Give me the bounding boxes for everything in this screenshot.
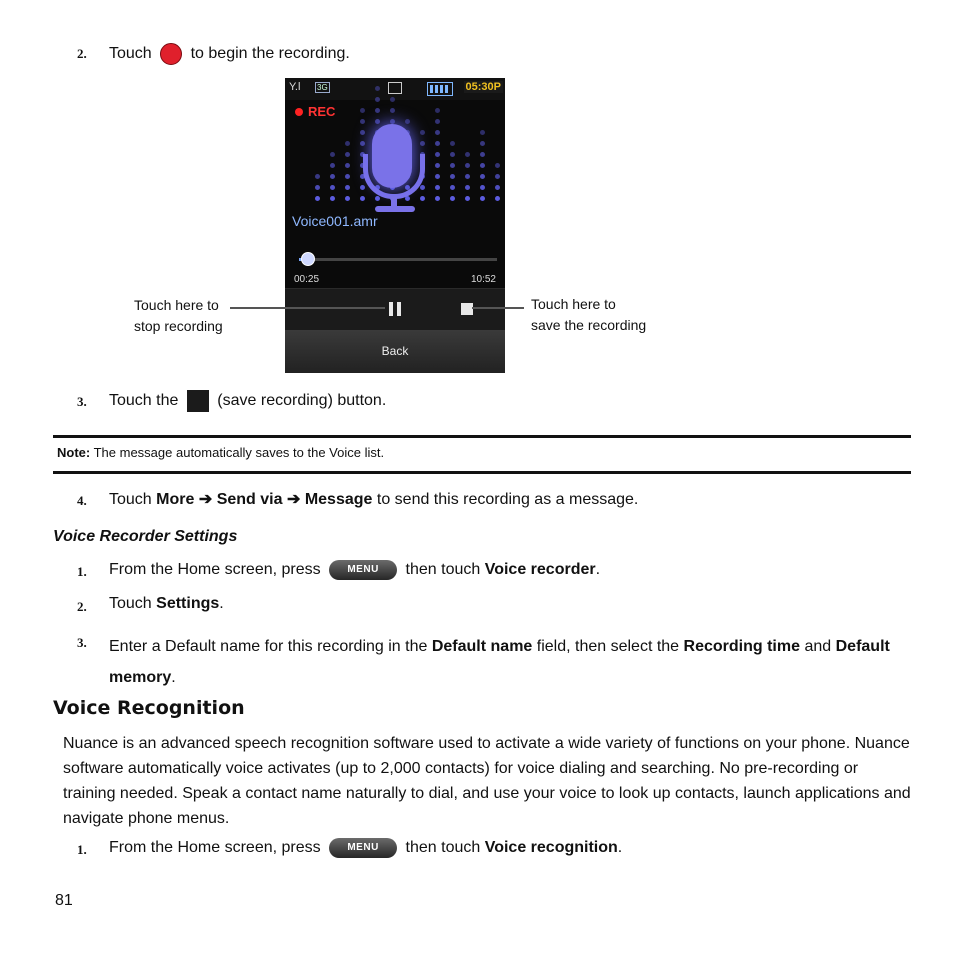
step-3 — [77, 393, 87, 411]
level-dot — [480, 174, 485, 179]
level-dot — [420, 185, 425, 190]
step-4 — [77, 492, 87, 510]
note-rule-top — [53, 435, 911, 438]
progress-knob[interactable] — [301, 252, 315, 266]
step-2-text — [109, 43, 350, 65]
note-label: Note: — [57, 445, 91, 460]
level-dot — [390, 97, 395, 102]
step-text: then touch — [405, 561, 481, 579]
level-dot — [480, 185, 485, 190]
level-dot — [450, 174, 455, 179]
level-dot — [345, 196, 350, 201]
menu-path-item: Send via — [216, 491, 283, 508]
save-stop-button[interactable] — [461, 303, 473, 315]
file-name: Voice001.amr — [292, 213, 378, 229]
save-recording-icon — [187, 390, 209, 412]
level-dot — [405, 119, 410, 124]
level-dot — [345, 163, 350, 168]
callout-leader-left — [230, 307, 385, 309]
level-dot — [330, 152, 335, 157]
note — [57, 445, 384, 460]
back-button[interactable] — [285, 330, 505, 373]
rec-label: REC — [308, 104, 336, 119]
step-text: From the Home screen, press — [109, 839, 321, 857]
level-dot — [495, 174, 500, 179]
level-dot — [435, 130, 440, 135]
recognition-step-1 — [77, 841, 87, 859]
level-dot — [435, 185, 440, 190]
field-name: memory — [109, 669, 172, 686]
step-text: Touch the — [109, 392, 179, 410]
field-name: Default name — [431, 638, 533, 655]
microphone-base — [375, 206, 415, 212]
callout-line: Touch here to — [134, 297, 219, 313]
level-dot — [495, 185, 500, 190]
level-dot — [360, 130, 365, 135]
progress-track[interactable] — [299, 258, 497, 261]
settings-step-2 — [77, 598, 87, 616]
callout-line: stop recording — [134, 318, 223, 334]
step-text: Touch — [109, 45, 152, 63]
step-text: and — [804, 638, 832, 655]
level-dot — [420, 130, 425, 135]
level-dot — [450, 152, 455, 157]
level-dot — [345, 152, 350, 157]
step-text: field, then select the — [536, 638, 680, 655]
settings-step-1-text — [109, 560, 600, 580]
level-dot — [435, 174, 440, 179]
level-dot — [450, 185, 455, 190]
level-dot — [315, 196, 320, 201]
level-dot — [450, 196, 455, 201]
level-dot — [375, 108, 380, 113]
menu-item-name: Voice recorder — [484, 561, 596, 579]
level-dot — [330, 185, 335, 190]
arrow-icon: ➔ — [286, 491, 301, 508]
page-number: 81 — [55, 892, 73, 909]
level-dot — [480, 141, 485, 146]
total-time: 10:52 — [470, 274, 496, 285]
step-4-text — [109, 489, 638, 509]
level-dot — [360, 185, 365, 190]
section-subheading: Voice Recorder Settings — [53, 528, 238, 545]
microphone-head — [372, 124, 412, 188]
level-dot — [435, 196, 440, 201]
level-dot — [420, 141, 425, 146]
level-dot — [330, 163, 335, 168]
level-dot — [435, 108, 440, 113]
recognition-paragraph: Nuance is an advanced speech recognition software used to activate a wide variety of functions on your phone. Nuance software automatically voice activates (up to 2,000 contacts) for voice dialing and searching. No pre-recording or training needed. Speak a contact name naturally to dial, and use your voice to look up contacts, launch applications and navigate phone menus. — [63, 735, 911, 827]
level-dot — [435, 141, 440, 146]
callout-line: save the recording — [531, 317, 647, 333]
level-dot — [450, 163, 455, 168]
level-dot — [360, 119, 365, 124]
field-name: Default — [835, 638, 890, 655]
step-text: From the Home screen, press — [109, 561, 321, 579]
punctuation: . — [595, 561, 601, 579]
menu-path-item: Message — [304, 491, 373, 508]
recognition-step-1-text — [109, 838, 622, 858]
level-dot — [450, 141, 455, 146]
level-dot — [390, 108, 395, 113]
step-text: Touch — [109, 595, 152, 612]
step-text: (save recording) button. — [217, 392, 387, 410]
signal-icon: Y.l — [289, 81, 301, 93]
punctuation: . — [171, 669, 176, 686]
menu-key-icon: MENU — [329, 838, 397, 858]
level-dot — [375, 86, 380, 91]
level-dot — [480, 163, 485, 168]
level-dot — [480, 152, 485, 157]
level-dot — [435, 152, 440, 157]
level-dot — [480, 130, 485, 135]
level-dot — [315, 174, 320, 179]
note-rule-bottom — [53, 471, 911, 474]
level-dot — [345, 174, 350, 179]
level-dot — [465, 185, 470, 190]
elapsed-time: 00:25 — [294, 274, 320, 285]
record-button-icon — [160, 43, 182, 65]
step-number: 2. — [77, 599, 87, 614]
step-text: Enter a Default name for this recording in the — [109, 638, 428, 655]
level-dot — [465, 163, 470, 168]
menu-item-name: Voice recognition — [484, 839, 618, 857]
level-dot — [465, 152, 470, 157]
network-indicator: 3G — [317, 83, 328, 92]
menu-path-item: More — [156, 491, 195, 508]
level-dot — [360, 141, 365, 146]
punctuation: . — [617, 839, 623, 857]
level-dot — [495, 163, 500, 168]
level-dot — [465, 174, 470, 179]
menu-key-icon: MENU — [329, 560, 397, 580]
step-number: 4. — [77, 493, 87, 508]
step-number: 3. — [77, 394, 87, 409]
level-dot — [345, 185, 350, 190]
level-dot — [360, 108, 365, 113]
settings-step-1 — [77, 563, 87, 581]
section-heading: Voice Recognition — [53, 697, 245, 719]
arrow-icon: ➔ — [198, 491, 213, 508]
step-3-text — [109, 390, 386, 412]
punctuation: . — [219, 595, 224, 612]
level-dot — [435, 163, 440, 168]
step-2 — [77, 45, 87, 63]
back-label: Back — [381, 344, 409, 358]
callout-stop — [134, 295, 223, 337]
level-dot — [495, 196, 500, 201]
field-name: Recording time — [683, 638, 800, 655]
level-dot — [315, 185, 320, 190]
menu-item-name: Settings — [156, 595, 220, 612]
step-number: 1. — [77, 842, 87, 857]
level-dot — [435, 119, 440, 124]
phone-screenshot — [285, 78, 505, 373]
level-dot — [345, 141, 350, 146]
level-dot — [330, 196, 335, 201]
settings-step-3-text — [109, 631, 909, 693]
callout-save — [531, 294, 646, 336]
settings-step-3 — [77, 634, 87, 652]
step-text: to begin the recording. — [190, 45, 350, 63]
step-text: then touch — [405, 839, 481, 857]
level-dot — [375, 119, 380, 124]
level-dot — [375, 97, 380, 102]
note-text: The message automatically saves to the Voice list. — [93, 445, 385, 460]
level-dot — [360, 196, 365, 201]
level-dot — [465, 196, 470, 201]
settings-step-2-text — [109, 595, 224, 613]
step-number: 1. — [77, 564, 87, 579]
clock: 05:30P — [465, 81, 501, 93]
callout-leader-right — [472, 307, 524, 309]
step-number: 3. — [77, 635, 87, 650]
step-text: Touch — [109, 491, 152, 508]
level-dot — [480, 196, 485, 201]
pause-icon — [389, 302, 393, 316]
level-dot — [420, 196, 425, 201]
pause-button[interactable] — [389, 302, 401, 316]
callout-line: Touch here to — [531, 296, 616, 312]
level-dot — [375, 196, 380, 201]
level-dot — [330, 174, 335, 179]
step-number: 2. — [77, 46, 87, 61]
step-text: to send this recording as a message. — [376, 491, 639, 508]
